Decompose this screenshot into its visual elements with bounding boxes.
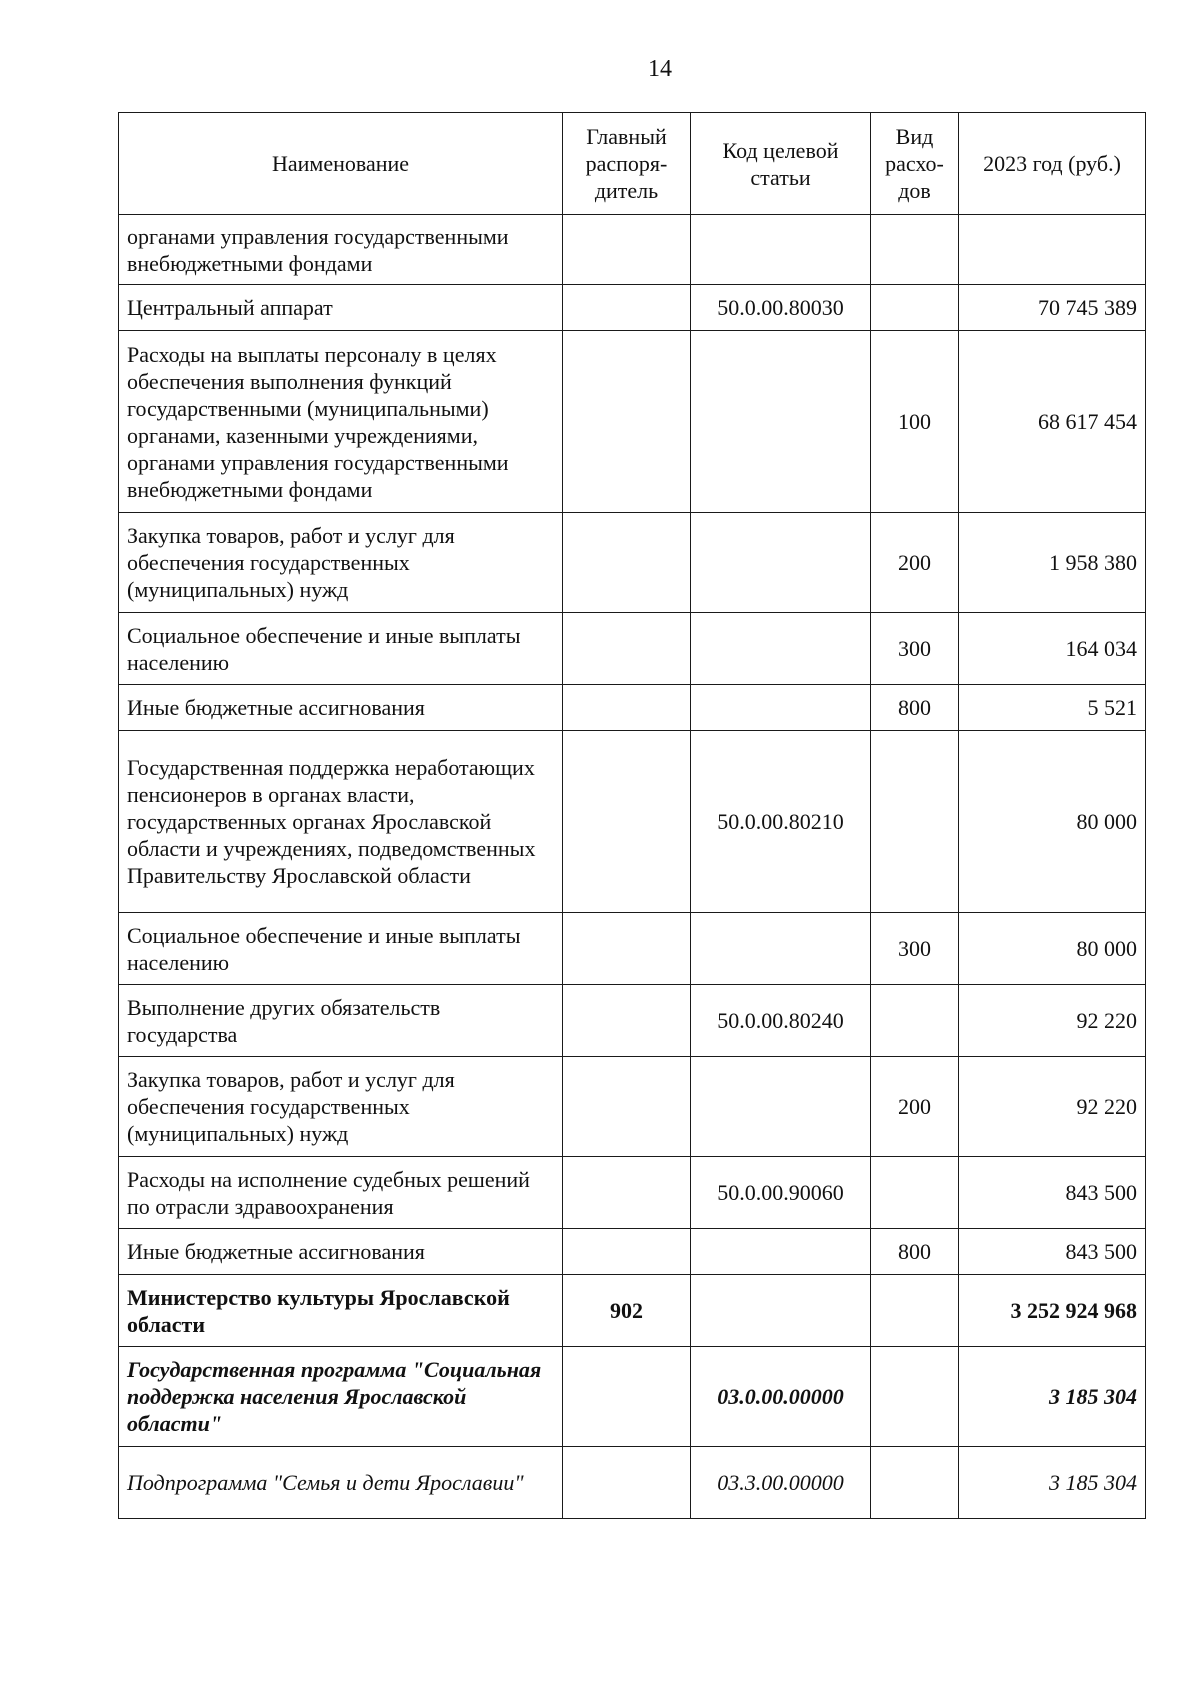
table-row	[119, 1447, 1146, 1519]
table-row	[119, 331, 1146, 513]
cell-target-code	[691, 331, 871, 513]
cell-name: Иные бюджетные ассигнования	[119, 1229, 563, 1275]
cell-name: Социальное обеспечение и иные выплаты населению	[119, 913, 563, 985]
table-row	[119, 913, 1146, 985]
cell-target-code: 50.0.00.80240	[691, 985, 871, 1057]
cell-amount: 92 220	[959, 1057, 1146, 1157]
header-target-code: Код целевой статьи	[691, 113, 871, 215]
header-amount-2023: 2023 год (руб.)	[959, 113, 1146, 215]
cell-expense-type: 300	[871, 613, 959, 685]
table-row	[119, 985, 1146, 1057]
cell-name: Подпрограмма "Семья и дети Ярославии"	[119, 1447, 563, 1519]
cell-name: Расходы на исполнение судебных решений по отрасли здравоохранения	[119, 1157, 563, 1229]
cell-target-code	[691, 513, 871, 613]
cell-name: Министерство культуры Ярославской области	[119, 1275, 563, 1347]
cell-amount: 92 220	[959, 985, 1146, 1057]
table-row	[119, 1275, 1146, 1347]
cell-amount: 68 617 454	[959, 331, 1146, 513]
cell-main-administrator	[563, 731, 691, 913]
cell-target-code	[691, 1057, 871, 1157]
cell-amount: 70 745 389	[959, 285, 1146, 331]
cell-expense-type	[871, 1447, 959, 1519]
table-row	[119, 1347, 1146, 1447]
header-expense-type: Вид расхо-дов	[871, 113, 959, 215]
cell-main-administrator	[563, 331, 691, 513]
cell-expense-type: 800	[871, 685, 959, 731]
cell-name: Расходы на выплаты персоналу в целях обеспечения выполнения функций государственными (муниципальными) органами, казенными учреждениями, органами управления государственными внебюджетными фондами	[119, 331, 563, 513]
cell-expense-type	[871, 285, 959, 331]
cell-target-code: 03.3.00.00000	[691, 1447, 871, 1519]
cell-expense-type	[871, 731, 959, 913]
table-row	[119, 513, 1146, 613]
cell-name: Социальное обеспечение и иные выплаты населению	[119, 613, 563, 685]
cell-main-administrator	[563, 613, 691, 685]
page-number: 14	[648, 56, 672, 82]
cell-amount: 843 500	[959, 1229, 1146, 1275]
table-row	[119, 1057, 1146, 1157]
cell-name: Выполнение других обязательств государства	[119, 985, 563, 1057]
cell-name: Закупка товаров, работ и услуг для обеспечения государственных (муниципальных) нужд	[119, 513, 563, 613]
table-row	[119, 1229, 1146, 1275]
cell-target-code	[691, 685, 871, 731]
cell-target-code	[691, 215, 871, 285]
cell-main-administrator	[563, 215, 691, 285]
cell-target-code	[691, 913, 871, 985]
cell-amount: 1 958 380	[959, 513, 1146, 613]
cell-expense-type: 200	[871, 1057, 959, 1157]
cell-expense-type	[871, 1275, 959, 1347]
cell-name: Закупка товаров, работ и услуг для обеспечения государственных (муниципальных) нужд	[119, 1057, 563, 1157]
table-row	[119, 1157, 1146, 1229]
cell-expense-type	[871, 1347, 959, 1447]
table-row	[119, 285, 1146, 331]
table-row	[119, 215, 1146, 285]
table-row	[119, 731, 1146, 913]
cell-amount: 843 500	[959, 1157, 1146, 1229]
cell-target-code: 50.0.00.80210	[691, 731, 871, 913]
cell-name: Иные бюджетные ассигнования	[119, 685, 563, 731]
cell-main-administrator: 902	[563, 1275, 691, 1347]
cell-expense-type	[871, 215, 959, 285]
cell-main-administrator	[563, 685, 691, 731]
cell-name: Центральный аппарат	[119, 285, 563, 331]
cell-name: Государственная программа "Социальная поддержка населения Ярославской области"	[119, 1347, 563, 1447]
cell-name: органами управления государственными внебюджетными фондами	[119, 215, 563, 285]
cell-target-code: 50.0.00.80030	[691, 285, 871, 331]
cell-expense-type: 200	[871, 513, 959, 613]
cell-main-administrator	[563, 1157, 691, 1229]
cell-main-administrator	[563, 1229, 691, 1275]
cell-main-administrator	[563, 1447, 691, 1519]
cell-main-administrator	[563, 1347, 691, 1447]
cell-amount	[959, 215, 1146, 285]
cell-expense-type: 100	[871, 331, 959, 513]
cell-target-code	[691, 613, 871, 685]
cell-expense-type	[871, 985, 959, 1057]
header-main-administrator: Главный распоря-дитель	[563, 113, 691, 215]
cell-amount: 80 000	[959, 913, 1146, 985]
cell-name: Государственная поддержка неработающих пенсионеров в органах власти, государственных органах Ярославской области и учреждениях, подведомственных Правительству Ярославской области	[119, 731, 563, 913]
cell-main-administrator	[563, 285, 691, 331]
cell-amount: 3 252 924 968	[959, 1275, 1146, 1347]
cell-main-administrator	[563, 913, 691, 985]
table-header-row	[119, 113, 1146, 215]
cell-target-code: 03.0.00.00000	[691, 1347, 871, 1447]
table-body	[119, 215, 1146, 1519]
header-name: Наименование	[119, 113, 563, 215]
cell-main-administrator	[563, 1057, 691, 1157]
cell-expense-type: 300	[871, 913, 959, 985]
cell-main-administrator	[563, 513, 691, 613]
cell-expense-type	[871, 1157, 959, 1229]
cell-amount: 5 521	[959, 685, 1146, 731]
table-row	[119, 685, 1146, 731]
cell-target-code	[691, 1229, 871, 1275]
cell-target-code	[691, 1275, 871, 1347]
cell-amount: 164 034	[959, 613, 1146, 685]
cell-main-administrator	[563, 985, 691, 1057]
cell-amount: 3 185 304	[959, 1347, 1146, 1447]
cell-amount: 80 000	[959, 731, 1146, 913]
cell-amount: 3 185 304	[959, 1447, 1146, 1519]
cell-expense-type: 800	[871, 1229, 959, 1275]
table-row	[119, 613, 1146, 685]
budget-table	[118, 112, 1146, 1519]
cell-target-code: 50.0.00.90060	[691, 1157, 871, 1229]
